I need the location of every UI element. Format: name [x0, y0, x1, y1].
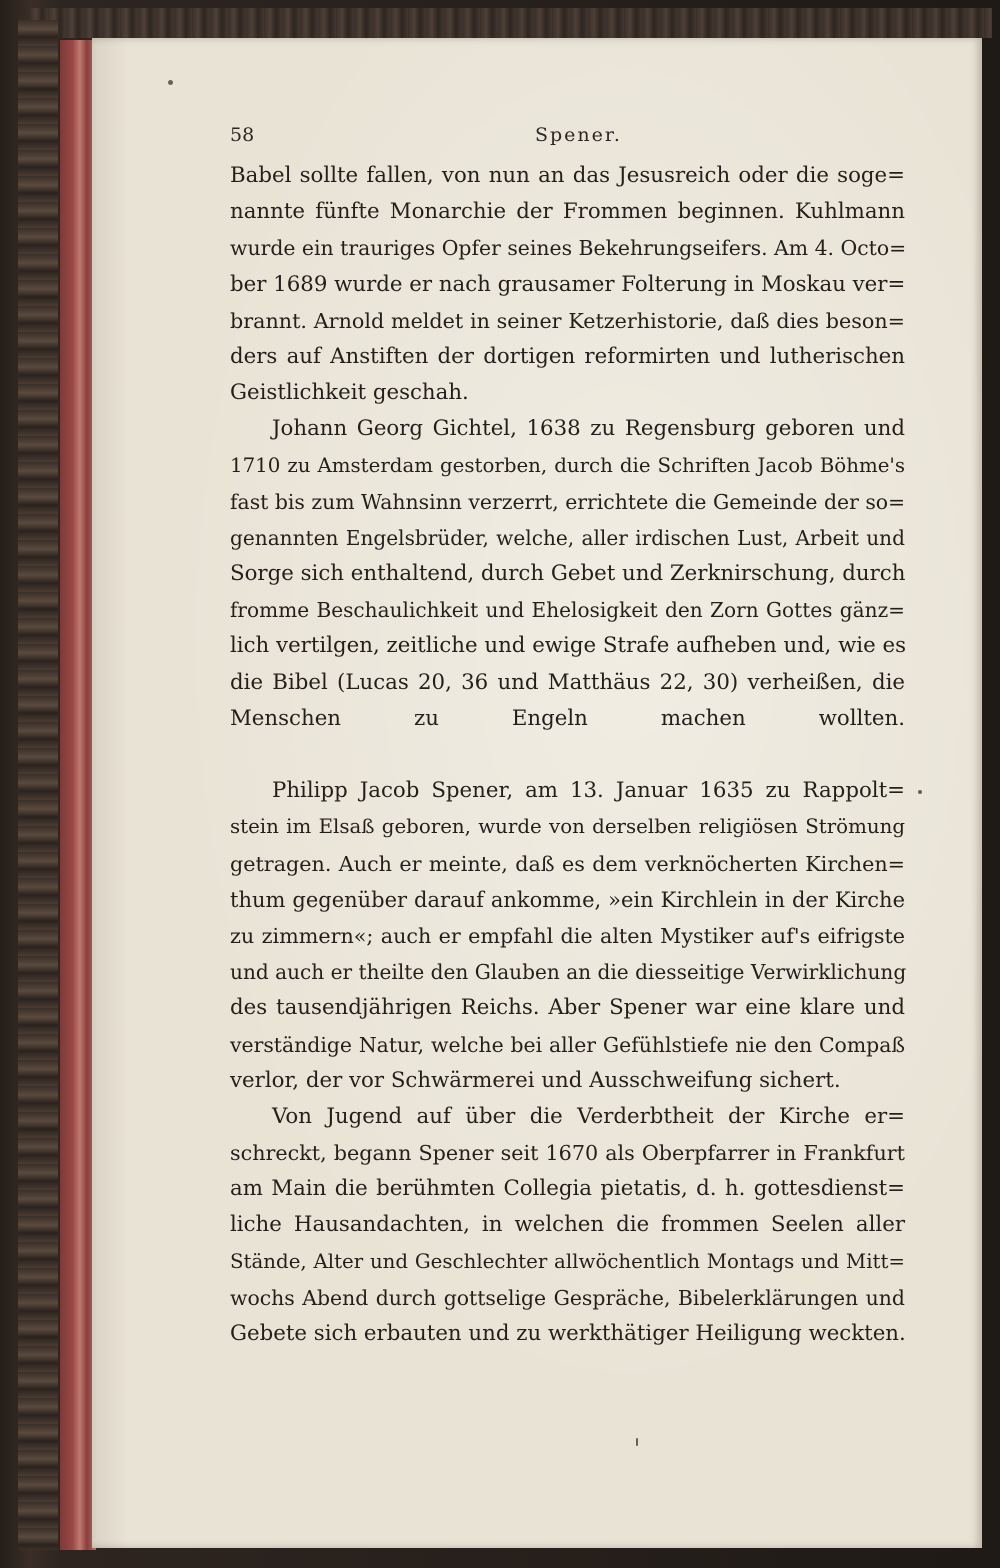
page-number: 58	[230, 124, 255, 146]
cover-board-spine-edge	[18, 20, 58, 1550]
text-line: genannten Engelsbrüder, welche, aller irdischen Lust, Arbeit und	[230, 525, 905, 550]
text-line: thum gegenüber darauf ankomme, »ein Kirchlein in der Kirche	[230, 887, 905, 912]
text-line: 1710 zu Amsterdam gestorben, durch die Schriften Jacob Böhme's	[230, 453, 905, 477]
text-line: zu zimmern«; auch er empfahl die alten Mystiker auf's eifrigste	[230, 923, 905, 948]
paper-speck	[168, 80, 173, 85]
text-line: wochs Abend durch gottselige Gespräche, Bibelerklärungen und	[230, 1285, 905, 1310]
text-line: Gebete sich erbauten und zu werkthätiger Heiligung weckten.	[230, 1321, 906, 1346]
paper-speck	[918, 790, 922, 794]
cover-board-top	[30, 8, 992, 38]
text-line: und auch er theilte den Glauben an die diesseitige Verwirklichung	[230, 960, 907, 985]
body-text	[230, 158, 905, 1352]
paper-speck	[636, 1438, 638, 1446]
text-line: liche Hausandachten, in welchen die frommen Seelen aller	[230, 1212, 905, 1238]
text-line: getragen. Auch er meinte, daß es dem verknöcherten Kirchen=	[230, 851, 905, 876]
text-line: verlor, der vor Schwärmerei und Ausschweifung sichert.	[230, 1067, 841, 1093]
red-page-edges	[60, 40, 96, 1550]
paragraph-start-line: Johann Georg Gichtel, 1638 zu Regensburg geboren und	[272, 416, 905, 442]
text-line: Geistlichkeit geschah.	[230, 380, 469, 406]
text-line: die Bibel (Lucas 20, 36 und Matthäus 22, 30) verheißen, die	[230, 669, 905, 695]
text-line: verständige Natur, welche bei aller Gefühlstiefe nie den Compaß	[230, 1032, 905, 1057]
text-line: stein im Elsaß geboren, wurde von derselben religiösen Strömung	[230, 815, 905, 839]
text-line	[230, 737, 905, 773]
text-line: am Main die berühmten Collegia pietatis, d. h. gottesdienst=	[230, 1176, 905, 1202]
text-line: Sorge sich enthaltend, durch Gebet und Zerknirschung, durch	[230, 561, 906, 587]
text-line: ders auf Anstiften der dortigen reformirten und lutherischen	[230, 343, 905, 369]
text-line: Stände, Alter und Geschlechter allwöchentlich Montags und Mitt=	[230, 1249, 905, 1273]
text-line: fast bis zum Wahnsinn verzerrt, errichtete die Gemeinde der so=	[230, 489, 906, 514]
text-line: brannt. Arnold meldet in seiner Ketzerhistorie, daß dies beson=	[230, 308, 905, 333]
text-line: des tausendjährigen Reichs. Aber Spener war eine klare und	[230, 995, 905, 1021]
running-head: Spener.	[535, 124, 622, 146]
text-line: nannte fünfte Monarchie der Frommen beginnen. Kuhlmann	[230, 199, 905, 225]
text-line: Babel sollte fallen, von nun an das Jesusreich oder die soge=	[230, 163, 905, 188]
paragraph-start-line: Von Jugend auf über die Verderbtheit der Kirche er=	[272, 1103, 905, 1129]
text-line: lich vertilgen, zeitliche und ewige Strafe aufheben und, wie es	[230, 633, 907, 659]
text-line: fromme Beschaulichkeit und Ehelosigkeit den Zorn Gottes gänz=	[230, 598, 905, 623]
text-line: schreckt, begann Spener seit 1670 als Oberpfarrer in Frankfurt	[230, 1141, 905, 1166]
text-line: wurde ein trauriges Opfer seines Bekehrungseifers. Am 4. Octo=	[230, 236, 907, 261]
text-line: Menschen zu Engeln machen wollten.	[230, 705, 905, 731]
paragraph-start-line: Philipp Jacob Spener, am 13. Januar 1635 zu Rappolt=	[272, 778, 905, 804]
text-line: ber 1689 wurde er nach grausamer Folterung in Moskau ver=	[230, 271, 906, 297]
